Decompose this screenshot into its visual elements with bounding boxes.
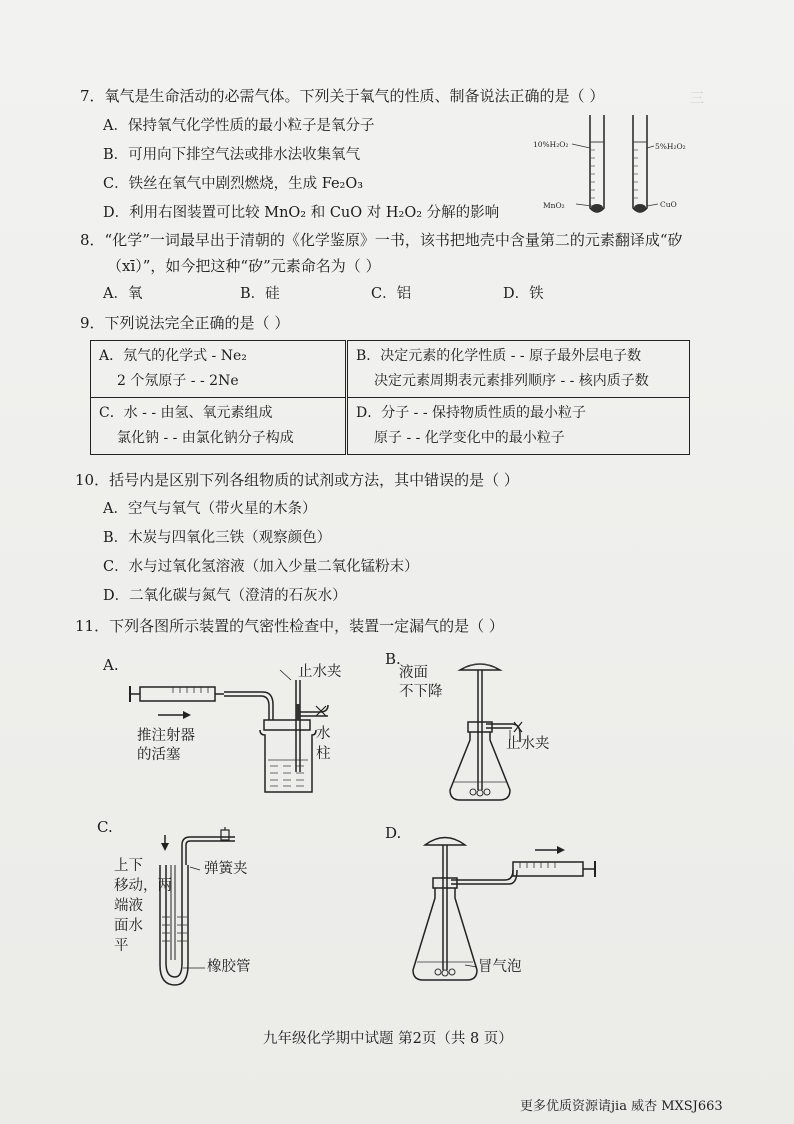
q11-a-syringe-label: 推注射器 [137, 728, 195, 744]
q11-a-water-label-2: 柱 [316, 746, 331, 762]
q9-a-line2: 2 个氖原子 - - 2Ne [117, 373, 239, 389]
q11-a-clamp-label: 止水夹 [298, 664, 342, 680]
q7-option-c: C．铁丝在氧气中剧烈燃烧，生成 Fe₂O₃ [103, 176, 364, 192]
q11-c-move-3: 端液 [114, 898, 143, 914]
q9-d-line1: D．分子 - - 保持物质性质的最小粒子 [356, 405, 587, 421]
q9-c-line1: C．水 - - 由氢、氧元素组成 [99, 405, 273, 421]
q7-option-a: A．保持氧气化学性质的最小粒子是氧分子 [103, 118, 375, 134]
q11-c-spring-label: 弹簧夹 [204, 861, 248, 877]
q7-label-cuo: CuO [660, 200, 677, 209]
q11-c-move-5: 平 [114, 938, 129, 954]
q11-a-water-label: 水 [316, 726, 331, 742]
q8-stem-2: （xī）”，如今把这种“矽”元素命名为（ ） [107, 257, 381, 275]
q10-option-a: A．空气与氧气（带火星的木条） [103, 501, 317, 517]
q9-cell-b [347, 341, 690, 398]
q10-option-d: D．二氧化碳与氮气（澄清的石灰水） [103, 588, 347, 604]
q9-d-line2: 原子 - - 化学变化中的最小粒子 [374, 430, 565, 446]
q11-a-syringe-label-2: 的活塞 [137, 747, 181, 763]
q9-cell-d [347, 398, 690, 455]
q11-stem: 11．下列各图所示装置的气密性检查中，装置一定漏气的是（ ） [75, 617, 504, 635]
q7-stem: 7．氧气是生命活动的必需气体。下列关于氧气的性质、制备说法正确的是（ ） [80, 87, 605, 105]
q7-label-mno2: MnO₂ [543, 201, 565, 210]
q8-option-b: B．硅 [240, 286, 280, 302]
q9-options-table [90, 340, 690, 455]
q9-b-line1: B．决定元素的化学性质 - - 原子最外层电子数 [356, 348, 642, 364]
q9-b-line2: 决定元素周期表元素排列顺序 - - 核内质子数 [374, 373, 649, 389]
q9-cell-c [91, 398, 347, 455]
q10-stem: 10．括号内是区别下列各组物质的试剂或方法，其中错误的是（ ） [75, 471, 519, 489]
q9-c-line2: 氯化钠 - - 由氯化钠分子构成 [117, 430, 294, 446]
q7-label-5pct: 5%H₂O₂ [655, 142, 686, 151]
q11-c-letter: C. [97, 818, 113, 836]
q11-a-letter: A. [103, 656, 119, 674]
q8-stem: 8．“化学”一词最早出于清朝的《化学鉴原》一书，该书把地壳中含量第二的元素翻译成“矽 [80, 231, 683, 249]
page-footer: 九年级化学期中试题 第2页（共 8 页） [263, 1031, 513, 1047]
q11-d-letter: D. [385, 824, 402, 842]
table-row [91, 341, 690, 398]
q11-c-move-2: 移动，两 [114, 878, 172, 894]
q7-label-10pct: 10%H₂O₂ [533, 140, 569, 149]
watermark-text: 更多优质资源请jia 威杏 MXSJ663 [520, 1099, 723, 1114]
q11-b-letter: B. [385, 650, 401, 668]
q11-c-move-1: 上下 [114, 858, 143, 874]
q7-option-b: B．可用向下排空气法或排水法收集氧气 [103, 147, 361, 163]
q9-cell-a [91, 341, 347, 398]
q8-option-a: A．氧 [103, 286, 143, 302]
q7-option-d: D．利用右图装置可比较 MnO₂ 和 CuO 对 H₂O₂ 分解的影响 [103, 205, 500, 221]
q11-c-move-4: 面水 [114, 918, 143, 934]
bleed-through: 三 [690, 91, 704, 107]
q11-d-bubble-label: 冒气泡 [478, 959, 522, 975]
q10-option-c: C．水与过氧化氢溶液（加入少量二氧化锰粉末） [103, 559, 419, 575]
q11-b-level-label-2: 不下降 [399, 684, 443, 700]
q10-option-b: B．木炭与四氧化三铁（观察颜色） [103, 530, 332, 546]
q9-a-line1: A．氖气的化学式 - Ne₂ [99, 348, 247, 364]
table-row [91, 398, 690, 455]
q11-b-apparatus [440, 650, 550, 810]
q9-stem: 9．下列说法完全正确的是（ ） [80, 314, 290, 332]
q8-option-d: D．铁 [503, 286, 544, 302]
q11-b-level-label: 液面 [399, 665, 428, 681]
q11-b-clamp-label: 止水夹 [506, 736, 550, 752]
q11-c-tube-label: 橡胶管 [207, 959, 251, 975]
q8-option-c: C．铝 [371, 286, 412, 302]
